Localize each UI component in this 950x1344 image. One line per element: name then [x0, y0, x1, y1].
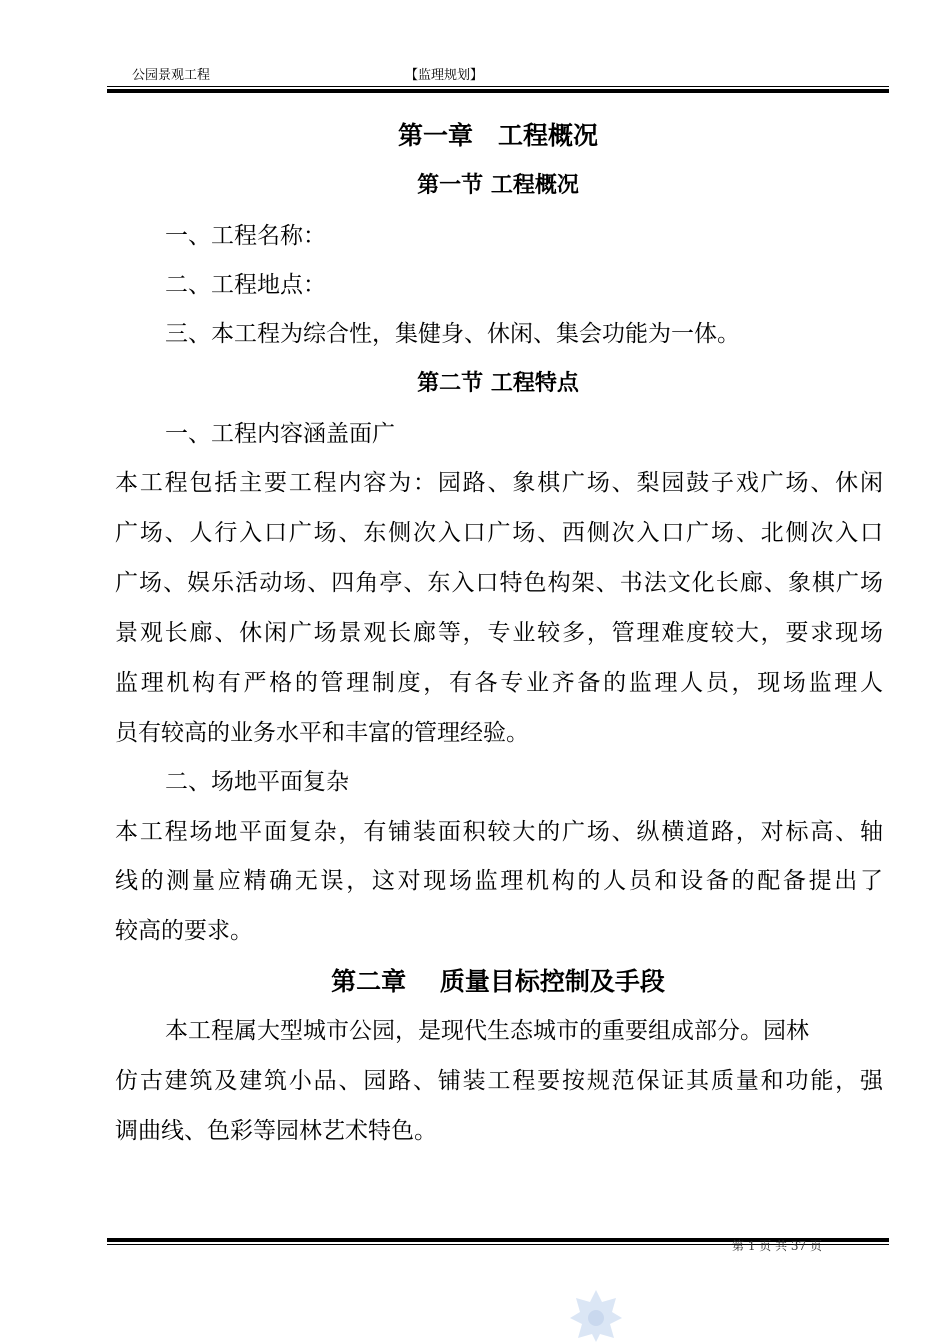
chapter-1-title: 第一章 工程概况 — [397, 121, 598, 150]
paragraph-line: 景观长廊、休闲广场景观长廊等，专业较多，管理难度较大，要求现场 — [115, 620, 883, 646]
section-1-title: 第一节 工程概况 — [417, 173, 579, 198]
snowflake-watermark-icon — [568, 1288, 624, 1344]
paragraph-line: 较高的要求。 — [115, 918, 253, 944]
paragraph-line: 线的测量应精确无误，这对现场监理机构的人员和设备的配备提出了 — [115, 868, 883, 894]
page-number: 第 1 页 共 37 页 — [732, 1239, 822, 1253]
header-document-type: 【监理规划】 — [405, 68, 484, 83]
paragraph-line: 员有较高的业务水平和丰富的管理经验。 — [115, 720, 529, 746]
chapter-2-title: 第二章 质量目标控制及手段 — [331, 967, 665, 996]
paragraph-line: 本工程场地平面复杂，有铺装面积较大的广场、纵横道路，对标高、轴 — [115, 819, 883, 845]
section-2-title: 第二节 工程特点 — [417, 371, 579, 396]
paragraph-line: 本工程属大型城市公园，是现代生态城市的重要组成部分。园林 — [165, 1018, 809, 1044]
list-item: 一、工程名称： — [165, 223, 326, 249]
paragraph-line: 广场、人行入口广场、东侧次入口广场、西侧次入口广场、北侧次入口 — [115, 520, 883, 546]
paragraph-line: 监理机构有严格的管理制度，有各专业齐备的监理人员，现场监理人 — [115, 670, 883, 696]
list-item: 三、本工程为综合性，集健身、休闲、集会功能为一体。 — [165, 321, 740, 347]
paragraph-line: 调曲线、色彩等园林艺术特色。 — [115, 1118, 437, 1144]
header-rule-thick — [107, 89, 889, 93]
paragraph-line: 仿古建筑及建筑小品、园路、铺装工程要按规范保证其质量和功能，强 — [115, 1068, 883, 1094]
list-item: 二、工程地点： — [165, 272, 326, 298]
list-item: 二、场地平面复杂 — [165, 769, 349, 795]
list-item: 一、工程内容涵盖面广 — [165, 421, 395, 447]
header-project-name: 公园景观工程 — [132, 68, 211, 83]
header-rule — [107, 86, 889, 87]
paragraph-line: 本工程包括主要工程内容为：园路、象棋广场、梨园鼓子戏广场、休闲 — [115, 470, 883, 496]
paragraph-line: 广场、娱乐活动场、四角亭、东入口特色构架、书法文化长廊、象棋广场 — [115, 570, 883, 596]
